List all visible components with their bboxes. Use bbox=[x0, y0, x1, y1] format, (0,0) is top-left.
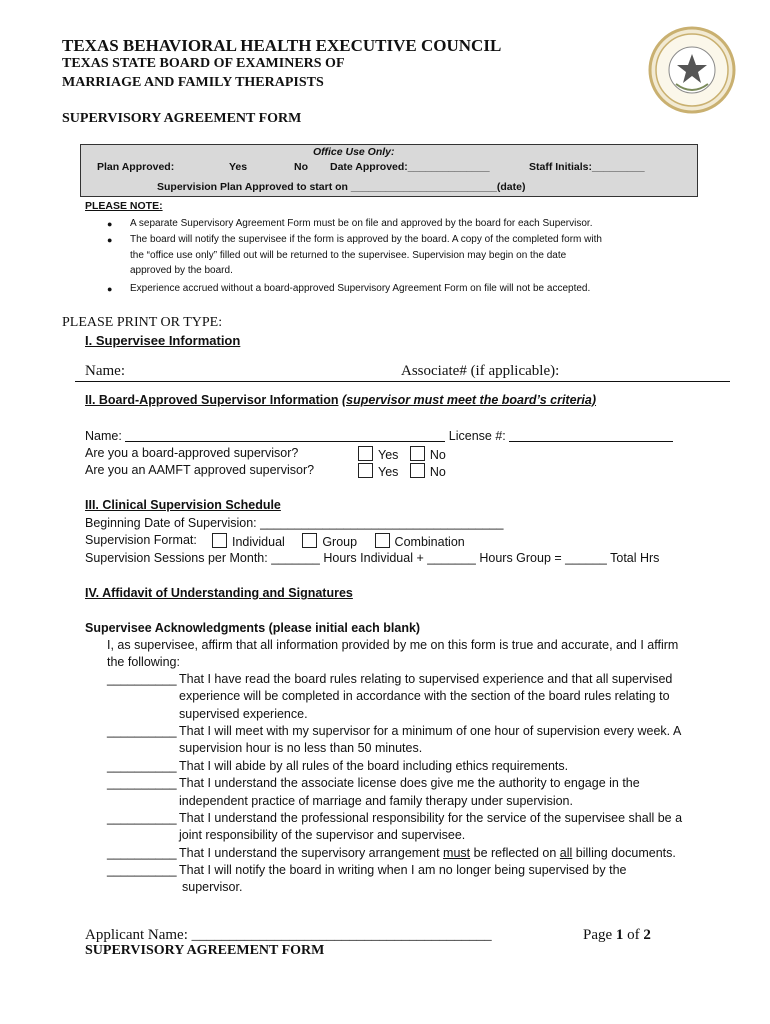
ack-item-1-line3: supervised experience. bbox=[179, 707, 308, 721]
page-total: 2 bbox=[643, 927, 651, 943]
sessions-per-month-field[interactable]: Supervision Sessions per Month: _______ Hours Individual + _______ Hours Group = ______ Total Hrs bbox=[85, 551, 660, 565]
aamft-no-checkbox[interactable] bbox=[410, 463, 425, 478]
format-group-checkbox[interactable] bbox=[302, 533, 317, 548]
ack-item-2-line2: supervision hour is no less than 50 minutes. bbox=[179, 741, 423, 755]
aamft-yes-checkbox[interactable] bbox=[358, 463, 373, 478]
initial-blank-6[interactable]: __________ bbox=[107, 846, 177, 860]
note-bullet-2-cont: the “office use only” filled out will be returned to the supervisee. Supervision may begin on the date bbox=[130, 250, 567, 261]
beginning-date-field[interactable]: Beginning Date of Supervision: ___________________________________ bbox=[85, 516, 504, 530]
note-bullet-2: The board will notify the supervisee if the form is approved by the board. A copy of the completed form with bbox=[130, 234, 602, 245]
ack-item-5-line2: joint responsibility of the supervisor and supervisee. bbox=[179, 828, 466, 842]
section1-heading: I. Supervisee Information bbox=[85, 333, 241, 348]
ack-item-4-line1: That I understand the associate license does give me the authority to engage in the bbox=[179, 776, 640, 790]
note-bullet-2-cont2: approved by the board. bbox=[130, 265, 233, 276]
ack-item-2-line1: That I will meet with my supervisor for a minimum of one hour of supervision every week. A bbox=[179, 724, 682, 738]
acknowledgments-heading: Supervisee Acknowledgments (please initial each blank) bbox=[85, 621, 421, 635]
council-title: TEXAS BEHAVIORAL HEALTH EXECUTIVE COUNCIL bbox=[62, 36, 502, 55]
section4-heading: IV. Affidavit of Understanding and Signatures bbox=[85, 586, 353, 600]
ack-intro-line1: I, as supervisee, affirm that all information provided by me on this form is true and accurate, and I affirm bbox=[107, 638, 679, 652]
ack-intro-line2: the following: bbox=[107, 655, 180, 669]
board-title-line1: TEXAS STATE BOARD OF EXAMINERS OF bbox=[62, 56, 345, 71]
ack-item-5-line1: That I understand the professional responsibility for the service of the supervisee shall be a bbox=[179, 811, 683, 825]
section2-heading-note: (supervisor must meet the board’s criteria) bbox=[341, 393, 597, 407]
ack-item-7-line2: supervisor. bbox=[182, 880, 243, 894]
page-number bbox=[583, 927, 651, 944]
ack-item-3-line1: That I will abide by all rules of the board including ethics requirements. bbox=[179, 759, 569, 773]
ack-item-6-part-a: That I understand the supervisory arrangement bbox=[179, 846, 444, 860]
board-approved-no-checkbox[interactable] bbox=[410, 446, 425, 461]
plan-approved-yes[interactable]: Yes bbox=[229, 161, 248, 173]
applicant-name-field[interactable]: Applicant Name: ________________________________________ bbox=[85, 927, 492, 943]
format-individual-checkbox[interactable] bbox=[212, 533, 227, 548]
no-label: No bbox=[429, 448, 446, 462]
format-group-label: Group bbox=[322, 535, 358, 549]
ack-item-4-line2: independent practice of marriage and family therapy under supervision. bbox=[179, 794, 573, 808]
yes-label: Yes bbox=[378, 465, 399, 479]
yes-label: Yes bbox=[378, 448, 399, 462]
ack-item-7-line1: That I will notify the board in writing when I am no longer being supervised by the bbox=[179, 863, 627, 877]
section2-heading-wrap bbox=[85, 393, 596, 407]
supervisor-name-input[interactable] bbox=[125, 429, 445, 442]
ack-item-6-part-b: be reflected on bbox=[470, 846, 560, 860]
aamft-question: Are you an AAMFT approved supervisor? bbox=[85, 463, 315, 477]
ack-item-6-part-c: billing documents. bbox=[572, 846, 676, 860]
office-use-box bbox=[80, 144, 698, 197]
note-bullet-3: Experience accrued without a board-approved Supervisory Agreement Form on file will not be accepted. bbox=[130, 283, 591, 294]
bullet-icon: ● bbox=[107, 235, 113, 245]
ack-item-1-line2: experience will be completed in accordance with the section of the board rules relating to bbox=[179, 689, 670, 703]
bullet-icon: ● bbox=[107, 219, 113, 229]
section2-heading: II. Board-Approved Supervisor Information bbox=[85, 393, 339, 407]
office-use-title: Office Use Only: bbox=[313, 146, 395, 158]
associate-number-label: Associate# (if applicable): bbox=[401, 363, 560, 379]
please-note-heading: PLEASE NOTE: bbox=[85, 200, 163, 212]
ack-item-6-must: must bbox=[443, 846, 471, 860]
supervisee-info-line[interactable] bbox=[75, 381, 730, 382]
supervisee-name-label: Name: bbox=[85, 363, 125, 379]
bullet-icon: ● bbox=[107, 284, 113, 294]
council-seal-logo bbox=[648, 26, 736, 114]
initial-blank-4[interactable]: __________ bbox=[107, 776, 177, 790]
board-approved-question: Are you a board-approved supervisor? bbox=[85, 446, 299, 460]
note-bullet-1: A separate Supervisory Agreement Form must be on file and approved by the board for each Supervisor. bbox=[130, 218, 593, 229]
ack-item-6-all: all bbox=[559, 846, 573, 860]
form-title: SUPERVISORY AGREEMENT FORM bbox=[62, 111, 302, 126]
initial-blank-1[interactable]: __________ bbox=[107, 672, 177, 686]
section3-heading: III. Clinical Supervision Schedule bbox=[85, 498, 281, 512]
plan-approved-no[interactable]: No bbox=[294, 161, 308, 173]
page-current: 1 bbox=[615, 927, 624, 943]
format-combination-label: Combination bbox=[394, 535, 465, 549]
plan-start-field[interactable]: Supervision Plan Approved to start on _________________________(date) bbox=[157, 181, 526, 193]
board-title-line2: MARRIAGE AND FAMILY THERAPISTS bbox=[62, 75, 324, 90]
initial-blank-5[interactable]: __________ bbox=[107, 811, 177, 825]
page-prefix: Page bbox=[583, 927, 616, 943]
aamft-options bbox=[358, 463, 446, 479]
supervisor-name-row bbox=[85, 429, 673, 443]
initial-blank-7[interactable]: __________ bbox=[107, 863, 177, 877]
initial-blank-2[interactable]: __________ bbox=[107, 724, 177, 738]
ack-item-1-line1: That I have read the board rules relating to supervised experience and that all supervised bbox=[179, 672, 673, 686]
format-combination-checkbox[interactable] bbox=[375, 533, 390, 548]
license-label: License #: bbox=[448, 429, 506, 443]
license-number-input[interactable] bbox=[509, 429, 673, 442]
date-approved-field[interactable]: Date Approved:______________ bbox=[330, 161, 490, 173]
print-instruction: PLEASE PRINT OR TYPE: bbox=[62, 315, 223, 330]
footer-form-name: SUPERVISORY AGREEMENT FORM bbox=[85, 943, 325, 958]
board-approved-yes-checkbox[interactable] bbox=[358, 446, 373, 461]
initial-blank-3[interactable]: __________ bbox=[107, 759, 177, 773]
staff-initials-field[interactable]: Staff Initials:_________ bbox=[529, 161, 645, 173]
format-options bbox=[212, 533, 465, 549]
format-individual-label: Individual bbox=[232, 535, 285, 549]
ack-item-6-line1 bbox=[179, 846, 676, 860]
supervisor-name-label: Name: bbox=[85, 429, 122, 443]
page-of: of bbox=[623, 927, 644, 943]
board-approved-options bbox=[358, 446, 446, 462]
plan-approved-label: Plan Approved: bbox=[97, 161, 175, 173]
no-label: No bbox=[429, 465, 446, 479]
format-label: Supervision Format: bbox=[85, 533, 197, 547]
